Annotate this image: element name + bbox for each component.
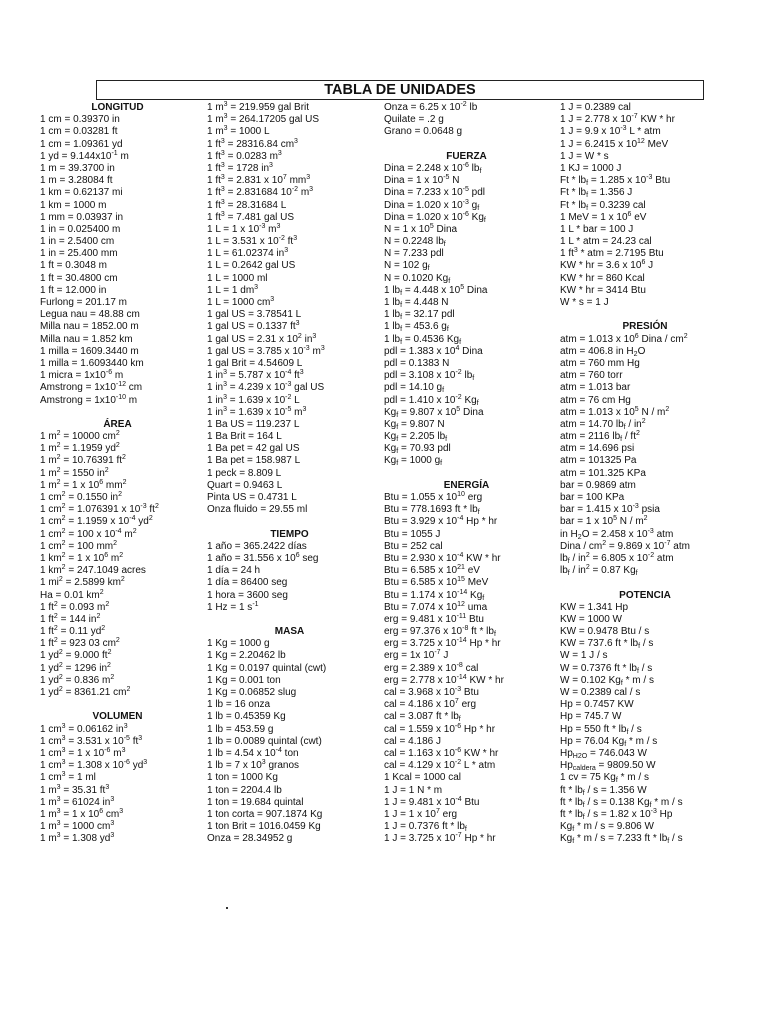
conversion-line: 1 $cm^3 = 1.308$ x $10^{-6}$ $yd^3$ (40, 759, 148, 772)
conversion-line: 1 $lb_f = 32.17$ pdl (384, 309, 455, 322)
conversion-line: 1 $ft^3 = 2.831$ x $10^7$ $mm^3$ (207, 174, 311, 187)
conversion-line: 1 Ba Brit = 164 L (207, 431, 282, 443)
conversion-line: atm = 76 cm Hg (560, 394, 631, 406)
conversion-line: Amstrong = $1x10^{-10}$ m (40, 393, 138, 406)
section-heading: MASA (274, 626, 305, 638)
conversion-line: bar = 1 x $10^5$ N / $m^2$ (560, 515, 648, 528)
spacer (384, 468, 549, 480)
conversion-line: KW = 737.6 ft * $lb_f$ / s (560, 638, 654, 651)
conversion-line: Dina = 1 x $10^{-5}$ N (384, 174, 460, 187)
conversion-line: atm = 760 torr (560, 370, 623, 382)
conversion-line: 1 $ft^2 = 0.11$ $yd^2$ (40, 625, 106, 638)
conversion-line: Quart = 0.9463 L (207, 479, 283, 491)
conversion-line: 1 Ba pet = 158.987 L (207, 455, 301, 467)
conversion-line: 1 cv = 75 $Kg_f$ * m / s (560, 772, 649, 785)
conversion-line: 1 $in^3 = 5.787$ x $10^{-4}$ $ft^3$ (207, 369, 304, 382)
conversion-line: 1 yd = $9.144x10^{-1}$ m (40, 149, 129, 162)
conversion-line: 1 $cm^3 = 0.06162$ $in^3$ (40, 722, 128, 735)
conversion-line: 1 $yd^2 = 8361.21$ $cm^2$ (40, 686, 131, 698)
conversion-line: 1 J = 3.725 x $10^{-7}$ Hp * hr (384, 832, 496, 845)
conversion-line: 1 $m^3 = 1000$ L (207, 125, 270, 138)
conversion-line: 1 Kg = 0.0197 quintal (cwt) (207, 662, 327, 674)
conversion-line: 1 gal US = 3.78541 L (207, 309, 302, 321)
conversion-line: 1 J = 6.2415 x $10^{12}$ MeV (560, 137, 669, 150)
column-4 (560, 102, 730, 845)
conversion-line: cal = 3.968 x $10^{-3}$ Btu (384, 686, 479, 698)
conversion-line: Dina = 7.233 x $10^{-5}$ pdl (384, 186, 486, 199)
conversion-line: 1 $mi^2 = 2.5899$ $km^2$ (40, 576, 125, 589)
conversion-line: cal = 4.186 J (384, 735, 441, 747)
conversion-line: 1 $yd^2 = 9.000$ $ft^2$ (40, 649, 112, 662)
conversion-line: Btu = 3.929 x $10^{-4}$ Hp * hr (384, 515, 498, 528)
conversion-line: KW = 1000 W (560, 613, 622, 625)
conversion-line: Onza fluido = 29.55 ml (207, 504, 308, 516)
spacer (560, 577, 730, 589)
conversion-line: 1 $ft^3 = 28316.84$ $cm^3$ (207, 137, 298, 150)
conversion-line: Dina = 1.020 x $10^{-6}$ $Kg_f$ (384, 210, 486, 224)
spacer (40, 699, 195, 711)
stray-dot (226, 907, 228, 909)
conversion-line: 1 $lb_f = 4.448$ N (384, 297, 449, 309)
conversion-line: Pinta US = 0.4731 L (207, 492, 297, 503)
conversion-line: 1 micra = $1x10^{-6}$ m (40, 369, 124, 382)
conversion-line: 1 lb = 7 x $10^3$ granos (207, 759, 300, 772)
conversion-line: cal = 3.087 ft * $lb_f$ (384, 711, 461, 724)
conversion-line: 1 $m^2 = 10.76391$ $ft^2$ (40, 454, 126, 467)
conversion-line: 1 in = 25.400 mm (40, 248, 118, 260)
conversion-line: 1 $m^2 = 1550$ $in^2$ (40, 466, 109, 479)
section-heading: VOLUMEN (92, 711, 143, 723)
conversion-line: Btu = 1055 J (384, 528, 441, 540)
conversion-line: 1 $cm^3 = 1$ ml (40, 771, 96, 784)
conversion-line: atm = 406.8 in $H_2O$ (560, 345, 646, 358)
conversion-line: Hp = 745.7 W (560, 711, 622, 723)
section-heading: ENERGÍA (443, 479, 490, 491)
section-heading: ÁREA (103, 418, 132, 430)
conversion-line: W = 0.2389 cal / s (560, 687, 641, 698)
conversion-line: 1 $ft^3 = 2.831684$ $10^{-2}$ $m^3$ (207, 186, 314, 199)
conversion-line: Quilate = .2 g (384, 114, 444, 126)
conversion-line: pdl = 0.1383 N (384, 357, 450, 369)
conversion-line: 1 L = 1 $dm^3$ (207, 283, 259, 296)
conversion-line: 1 L = 1 x $10^{-3}$ $m^3$ (207, 222, 281, 235)
conversion-line: 1 $cm^2 = 1.076391$ x $10^{-3}$ $ft^2$ (40, 503, 159, 516)
column-2 (207, 102, 372, 845)
conversion-line: 1 ft = 0.3048 m (40, 260, 107, 272)
conversion-line: Hp = 550 ft * $lb_f$ / s (560, 723, 642, 736)
conversion-line: 1 $m^3 = 1$ x $10^6$ $cm^3$ (40, 807, 124, 820)
conversion-line: 1 Hz = 1 $s^{-1}$ (207, 600, 259, 613)
conversion-line: Btu = 1.055 x $10^{10}$ erg (384, 491, 483, 503)
conversion-line: 1 m = 3.28084 ft (40, 175, 113, 187)
conversion-line: KW = 1.341 Hp (560, 601, 629, 613)
conversion-line: 1 ton = 2204.4 lb (207, 784, 282, 796)
conversion-line: KW = 0.9478 Btu / s (560, 626, 650, 638)
conversion-line: 1 $yd^2 = 1296$ $in^2$ (40, 661, 111, 674)
conversion-line: 1 Kg = 1000 g (207, 638, 270, 650)
conversion-line: 1 $lb_f = 0.4536$ $Kg_f$ (384, 333, 462, 346)
conversion-line: 1 ft = 12.000 in (40, 284, 107, 296)
conversion-line: 1 gal US = 0.1337 $ft^3$ (207, 320, 300, 333)
conversion-line: 1 $m^3 = 264.17205$ gal US (207, 113, 320, 126)
section-heading: TIEMPO (270, 528, 309, 540)
conversion-line: 1 año = 31.556 x $10^6$ seg (207, 551, 319, 564)
conversion-line: 1 km = 1000 m (40, 199, 107, 211)
conversion-line: 1 L = 1000 $cm^3$ (207, 296, 275, 308)
conversion-line: Milla nau = 1852.00 m (40, 321, 139, 333)
conversion-line: Dina = 1.020 x $10^{-3}$ $g_f$ (384, 198, 480, 212)
conversion-line: 1 $in^3 = 1.639$ x $10^{-2}$ L (207, 393, 300, 406)
conversion-line: Dina = 2.248 x $10^{-6}$ $lb_f$ (384, 161, 482, 175)
conversion-line: $Kg_f = 9.807$ N (384, 418, 445, 431)
conversion-line: N = 1 x $10^5$ Dina (384, 222, 458, 235)
conversion-line: 1 lb = 453.59 g (207, 723, 274, 735)
conversion-line: $Kg_f * m / s = 9.806$ W (560, 821, 654, 834)
conversion-line: erg = 9.481 x $10^{-11}$ Btu (384, 612, 484, 625)
conversion-line: N = 102 $g_f$ (384, 260, 430, 273)
conversion-line: 1 cm = 0.03281 ft (40, 126, 118, 138)
conversion-line: pdl = 1.410 x $10^{-2}$ $Kg_f$ (384, 393, 479, 407)
conversion-line: atm = 2116 $lb_f / ft^2$ (560, 430, 640, 444)
conversion-line: 1 hora = 3600 seg (207, 589, 288, 601)
conversion-line: erg = 97.376 x $10^{-8}$ ft * $lb_f$ (384, 625, 496, 639)
conversion-line: 1 $lb_f = 4.448$ x $10^5$ Dina (384, 283, 488, 297)
page-title: TABLA DE UNIDADES (96, 80, 704, 100)
conversion-line: KW * hr = 860 Kcal (560, 272, 645, 284)
conversion-line: 1 $ft^2 = 923$ 03 $cm^2$ (40, 637, 120, 650)
conversion-line: 1 $ft^3$ * atm = 2.7195 Btu (560, 247, 664, 260)
spacer (384, 139, 549, 151)
conversion-line: 1 día = 86400 seg (207, 577, 288, 589)
conversion-line: 1 Kg = 0.06852 slug (207, 687, 297, 698)
conversion-line: erg = 2.778 x $10^{-14}$ KW * hr (384, 673, 504, 686)
conversion-line: Amstrong = $1x10^{-12}$ cm (40, 381, 143, 394)
conversion-line: 1 $m^3 = 1.308$ $yd^3$ (40, 832, 115, 845)
conversion-line: Hp = 76.04 $Kg_f$ * m / s (560, 735, 658, 748)
conversion-line: in $H_2O = 2.458$ x $10^{-3}$ atm (560, 527, 674, 541)
conversion-line: 1 cm = 1.09361 yd (40, 138, 123, 150)
conversion-line: 1 $cm^3 = 1$ x $10^{-6}$ $m^3$ (40, 746, 126, 759)
conversion-line: 1 m = 39.3700 in (40, 162, 115, 174)
conversion-line: 1 $ft^3 = 7.481$ gal US (207, 210, 295, 223)
spacer (207, 516, 372, 528)
conversion-line: bar = 1.415 x $10^{-3}$ psia (560, 503, 660, 516)
conversion-line: Ha = 0.01 $km^2$ (40, 588, 104, 601)
conversion-line: 1 lb = 0.0089 quintal (cwt) (207, 735, 322, 747)
conversion-line: $Hp_{H2O} = 746.043$ W (560, 747, 647, 760)
conversion-line: 1 L * atm = 24.23 cal (560, 236, 652, 248)
conversion-line: 1 Kg = 0.001 ton (207, 674, 281, 686)
conversion-line: 1 lb = 16 onza (207, 699, 271, 711)
conversion-line: 1 J = 2.778 x $10^{-7}$ KW * hr (560, 113, 675, 126)
conversion-line: erg = 1x $10^{-7}$ J (384, 649, 449, 662)
conversion-line: 1 L * bar = 100 J (560, 223, 634, 235)
conversion-line: 1 J = W * s (560, 150, 609, 162)
conversion-line: 1 $cm^2 = 0.1550$ $in^2$ (40, 491, 123, 503)
section-heading: LONGITUD (91, 102, 144, 113)
conversion-line: 1 J = 0.2389 cal (560, 102, 631, 113)
conversion-line: atm = 760 mm Hg (560, 357, 640, 369)
conversion-line: 1 $cm^3 = 3.531$ x $10^{-5}$ $ft^3$ (40, 734, 143, 747)
conversion-line: 1 J = 0.7376 ft * $lb_f$ (384, 821, 467, 834)
conversion-line: 1 km = 0.62137 mi (40, 187, 123, 199)
conversion-line: W * s = 1 J (560, 297, 609, 308)
conversion-line: pdl = 3.108 x $10^{-2}$ $lb_f$ (384, 369, 475, 383)
conversion-line: ft * $lb_f / s = 0.138$ $Kg_f$ * m / s (560, 796, 683, 809)
conversion-line: $lb_f / in^2 = 0.87$ $Kg_f$ (560, 564, 638, 578)
conversion-line: Onza = 28.34952 g (207, 833, 293, 845)
conversion-line: N = 0.2248 $lb_f$ (384, 236, 446, 249)
conversion-line: $lb_f / in^2 = 6.805$ x $10^{-2}$ atm (560, 551, 674, 565)
spacer (40, 407, 195, 419)
conversion-line: 1 J = 9.9 x $10^{-3}$ L * atm (560, 125, 661, 138)
conversion-line: Btu = 6.585 x $10^{15}$ MeV (384, 576, 489, 589)
conversion-line: W = 1 J / s (560, 650, 608, 662)
conversion-line: atm = 101.325 KPa (560, 467, 646, 479)
conversion-line: 1 L = 61.02374 $in^3$ (207, 247, 289, 260)
conversion-line: 1 ton Brit = 1016.0459 Kg (207, 821, 321, 833)
conversion-line: cal = 1.163 x $10^{-6}$ KW * hr (384, 746, 499, 759)
section-heading: PRESIÓN (622, 321, 668, 333)
conversion-line: 1 $in^3 = 1.639$ x $10^{-5}$ $m^3$ (207, 405, 307, 418)
conversion-line: $Kg_f = 2.205$ $lb_f$ (384, 431, 448, 444)
section-heading: POTENCIA (619, 589, 671, 601)
conversion-line: erg = 2.389 x $10^{-8}$ cal (384, 661, 479, 674)
conversion-line: 1 in = 2.5400 cm (40, 236, 115, 248)
conversion-line: 1 Ba US = 119.237 L (207, 418, 300, 430)
conversion-line: Onza = 6.25 x $10^{-2}$ lb (384, 101, 478, 113)
conversion-line: 1 $km^2 = 247.1049$ acres (40, 564, 146, 577)
conversion-line: 1 día = 24 h (207, 565, 261, 577)
conversion-line: 1 $lb_f = 453.6$ $g_f$ (384, 321, 449, 334)
conversion-line: 1 ft = 30.4800 cm (40, 272, 118, 284)
conversion-line: 1 $cm^2 = 100$ x $10^{-4}$ $m^2$ (40, 527, 137, 540)
conversion-line: 1 $cm^2 = 1.1959$ x $10^{-4}$ $yd^2$ (40, 515, 153, 528)
conversion-line: Furlong = 201.17 m (40, 297, 127, 308)
conversion-line: 1 ton = 1000 Kg (207, 772, 278, 784)
conversion-line: W = 0.7376 ft * $lb_f$ / s (560, 662, 653, 675)
conversion-line: 1 $m^2 = 1.1959$ $yd^2$ (40, 442, 120, 455)
conversion-line: 1 L = 1000 ml (207, 272, 268, 284)
conversion-line: 1 $m^3 = 35.31$ $ft^3$ (40, 783, 110, 796)
conversion-line: 1 milla = 1.6093440 km (40, 357, 144, 369)
conversion-line: 1 $in^3 = 4.239$ x $10^{-3}$ gal US (207, 381, 325, 394)
conversion-line: Btu = 7.074 x $10^{12}$ uma (384, 600, 488, 613)
conversion-line: atm = 101325 Pa (560, 455, 637, 467)
conversion-line: pdl = 1.383 x $10^4$ Dina (384, 344, 483, 357)
conversion-line: bar = 0.9869 atm (560, 479, 636, 491)
conversion-line: N = 0.1020 $Kg_f$ (384, 272, 451, 285)
conversion-line: 1 L = 0.2642 gal US (207, 260, 296, 272)
conversion-line: Grano = 0.0648 g (384, 126, 463, 138)
conversion-line: 1 $km^2 = 1$ x $10^6$ $m^2$ (40, 551, 124, 564)
conversion-line: 1 gal US = 3.785 x $10^{-3}$ $m^3$ (207, 344, 325, 357)
conversion-line: $Ft * lb_f = 0.3239$ cal (560, 199, 646, 212)
conversion-line: 1 $yd^2 = 0.836$ $m^2$ (40, 673, 115, 686)
conversion-line: 1 peck = 8.809 L (207, 467, 282, 479)
conversion-line: atm = 14.696 psi (560, 443, 635, 455)
section-heading: FUERZA (446, 150, 487, 162)
conversion-line: Dina / $cm^2 = 9.869$ x $10^{-7}$ atm (560, 539, 690, 552)
conversion-line: 1 milla = 1609.3440 m (40, 345, 139, 357)
conversion-line: 1 J = 1 N * m (384, 784, 443, 796)
conversion-line: atm = 14.70 $lb_f / in^2$ (560, 417, 646, 431)
conversion-line: 1 $ft^2 = 0.093$ $m^2$ (40, 600, 110, 613)
conversion-line: 1 lb = 4.54 x $10^{-4}$ ton (207, 746, 299, 759)
conversion-line: Btu = 1.174 x $10^{-14}$ $Kg_f$ (384, 588, 485, 602)
conversion-line: 1 lb = 0.45359 Kg (207, 711, 286, 723)
conversion-line: Hp = 0.7457 KW (560, 699, 634, 711)
conversion-line: Btu = 2.930 x $10^{-4}$ KW * hr (384, 551, 501, 564)
conversion-line: ft * $lb_f / s = 1.82$ x $10^{-3}$ Hp (560, 807, 673, 821)
conversion-line: $Hp_{caldera} = 9809.50$ W (560, 760, 656, 773)
conversion-line: 1 $m^3 = 219.959$ gal Brit (207, 101, 310, 113)
column-1 (40, 102, 195, 845)
conversion-line: cal = 4.129 x $10^{-2}$ L * atm (384, 759, 496, 772)
conversion-line: 1 $ft^2 = 144$ $in^2$ (40, 612, 101, 625)
conversion-line: atm = 1.013 bar (560, 382, 631, 394)
conversion-line: 1 ton = 19.684 quintal (207, 796, 304, 808)
conversion-line: atm = 1.013 x $10^6$ Dina / $cm^2$ (560, 332, 688, 345)
conversion-line: 1 ton corta = 907.1874 Kg (207, 808, 323, 820)
spacer (560, 309, 730, 321)
conversion-line: 1 MeV = 1 x $10^6$ eV (560, 210, 647, 223)
conversion-line: 1 Kg = 2.20462 lb (207, 650, 286, 662)
conversion-line: 1 $m^3 = 61024$ $in^3$ (40, 795, 115, 808)
conversion-line: Btu = 252 cal (384, 540, 443, 552)
conversion-line: W = 0.102 $Kg_f$ * m / s (560, 674, 654, 687)
conversion-line: 1 L = 3.531 x $10^{-2}$ $ft^3$ (207, 235, 298, 248)
conversion-line: $Ft * lb_f = 1.285$ x $10^{-3}$ Btu (560, 174, 671, 188)
conversion-line: 1 $ft^3 = 28.31684$ L (207, 198, 287, 211)
conversion-line: pdl = 14.10 $g_f$ (384, 382, 445, 395)
conversion-line: cal = 4.186 x $10^7$ erg (384, 698, 477, 711)
conversion-line: 1 $m^2 = 10000$ $cm^2$ (40, 430, 120, 443)
spacer (207, 614, 372, 626)
conversion-line: $Ft * lb_f = 1.356$ J (560, 187, 633, 200)
conversion-line: 1 $cm^2 = 100$ $mm^2$ (40, 539, 118, 552)
column-3 (384, 102, 549, 845)
conversion-line: 1 KJ = 1000 J (560, 162, 622, 174)
conversion-line: cal = 1.559 x $10^{-6}$ Hp * hr (384, 722, 496, 735)
conversion-line: 1 J = 1 x $10^7$ erg (384, 807, 458, 820)
conversion-line: 1 Ba pet = 42 gal US (207, 443, 300, 455)
conversion-line: $Kg_f = 1000$ $g_f$ (384, 455, 443, 468)
conversion-line: Btu = 6.585 x $10^{21}$ eV (384, 564, 480, 577)
conversion-line: 1 J = 9.481 x $10^{-4}$ Btu (384, 795, 480, 808)
conversion-line: 1 gal US = 2.31 x $10^2$ $in^3$ (207, 332, 317, 345)
conversion-line: ft * $lb_f / s = 1.356$ W (560, 784, 647, 797)
conversion-line: bar = 100 KPa (560, 492, 625, 503)
conversion-line: 1 Kcal = 1000 cal (384, 772, 461, 784)
conversion-line: 1 $m^3 = 1000$ $cm^3$ (40, 820, 115, 833)
conversion-line: Legua nau = 48.88 cm (40, 309, 140, 321)
conversion-line: 1 año = 365.2422 días (207, 540, 307, 552)
conversion-line: 1 mm = 0.03937 in (40, 211, 124, 223)
conversion-line: $Kg_f = 70.93$ pdl (384, 443, 451, 456)
conversion-line: 1 $m^2 = 1$ x $10^6$ $mm^2$ (40, 478, 127, 491)
conversion-line: Milla nau = 1.852 km (40, 333, 133, 345)
conversion-line: 1 in = 0.025400 m (40, 223, 121, 235)
conversion-line: 1 gal Brit = 4.54609 L (207, 357, 303, 369)
conversion-line: erg = 3.725 x $10^{-14}$ Hp * hr (384, 637, 501, 650)
conversion-line: 1 $ft^3 = 1728$ $in^3$ (207, 161, 273, 174)
conversion-line: $Kg_f * m / s = 7.233$ ft * $lb_f$ / s (560, 833, 683, 846)
conversion-line: Btu = 778.1693 ft * $lb_f$ (384, 504, 480, 517)
conversion-line: KW * hr = 3.6 x $10^6$ J (560, 259, 654, 272)
conversion-line: 1 $ft^3 = 0.0283$ $m^3$ (207, 149, 282, 162)
conversion-line: atm = 1.013 x $10^5$ N / $m^2$ (560, 405, 670, 418)
conversion-line: KW * hr = 3414 Btu (560, 284, 646, 296)
conversion-line: $Kg_f = 9.807$ x $10^5$ Dina (384, 405, 484, 419)
conversion-line: 1 cm = 0.39370 in (40, 114, 120, 126)
conversion-line: N = 7.233 pdl (384, 248, 444, 260)
